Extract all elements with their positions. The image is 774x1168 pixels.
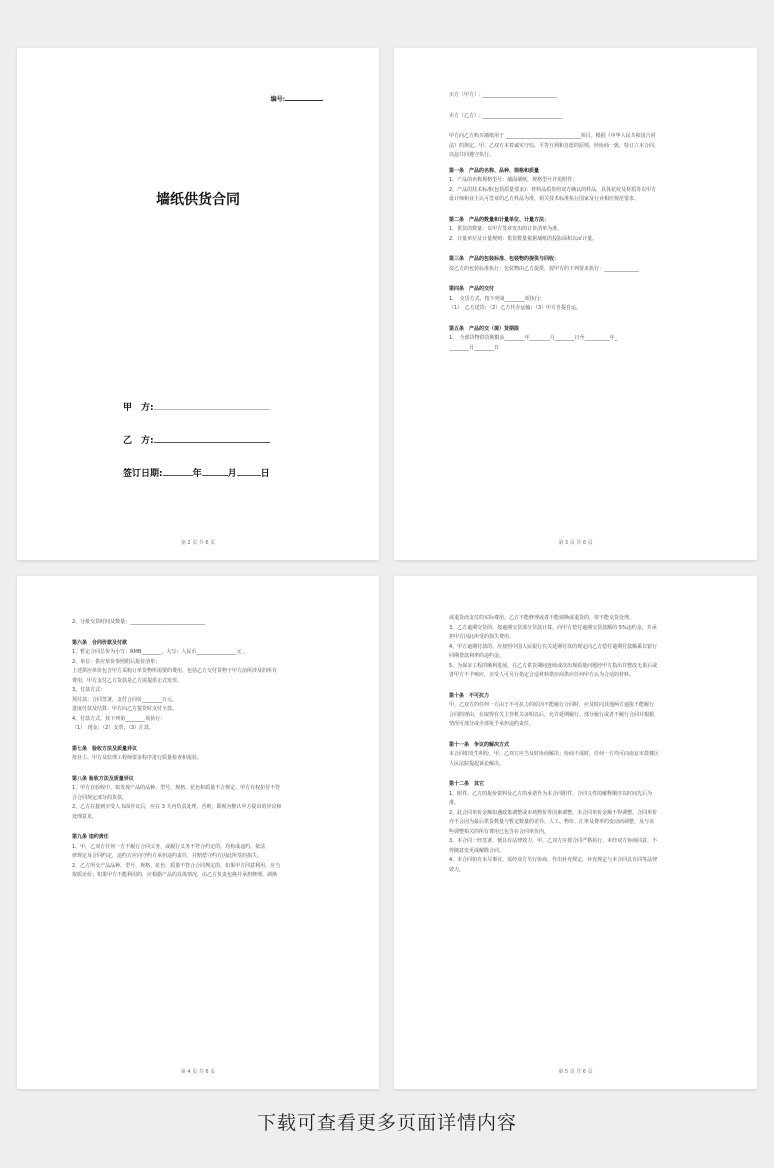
clause-line: 1、供货的数量：以甲方签章发出的订货清单为准。 — [449, 226, 563, 232]
spacer — [72, 822, 327, 833]
page-2-cover — [17, 48, 379, 560]
download-more-banner: 下载可查看更多页面详情内容 — [256, 1112, 517, 1134]
spacer — [449, 681, 705, 692]
clause-line: 或退货而支付的实际费用。乙方不能修理或者不能调换或退货的，按不能交货处理。 — [449, 615, 635, 621]
spacer — [72, 734, 327, 745]
page-number: 第 4 页 共 6 页 — [180, 1069, 216, 1075]
clause-line: 1、甲、乙双方任何一方不履行合同义务，或履行义务不符合约定的，均构成违约，依法 — [72, 843, 266, 850]
clause-line: 甲方向乙方购买墙纸用于 ______________________________项目。根据《中华人民共和国合同 — [449, 133, 656, 139]
clause-line: 2、计量单位及计量规则：供货数量依据墙纸的投影面积以㎡计量。 — [449, 235, 598, 242]
clause-line: 1、 全部货物供货期限从________年________月________日至__________年_ — [449, 335, 618, 341]
clause-line: 按质论价；如果甲方不能利用的，应根据产品的具体情况，由乙方负责包换并承担修理、调换 — [72, 872, 278, 878]
section-heading: 第一条 产品的名称、品种、规格和质量 — [449, 167, 540, 174]
clause-line: 进度付款及结算：甲方向乙方提货时支付全款。 — [72, 706, 178, 712]
clause-line: 上述供应单价包含甲方采购订单货物所需要的费用，包括乙方交付货物于甲方前所涉及的所有 — [72, 668, 278, 674]
page-4-body — [72, 618, 327, 881]
section-heading: 第十二条 其它 — [449, 781, 485, 787]
clause-line: 2、单位：供应单价参照附后报价清单； — [72, 658, 161, 665]
clause-line: 预付款：合同签署，支付合同价________万元。 — [72, 696, 178, 703]
clause-line: 5、为保证工程的顺利进展，在乙方供货期间连续或次出现质量问题经甲方指出并整改无果后或 — [449, 662, 658, 669]
section-heading: 第六条 合同价款及付款 — [72, 639, 128, 646]
clause-line: 按乙方的包装标准执行；包装物由乙方提供，按甲方的下列要求执行：______________ — [449, 265, 640, 272]
contract-number: 编号: — [271, 94, 323, 103]
clause-line: 本合同如发生纠纷，甲、乙双方应当及时协商解决；协商不成时，任何一方均可向南京市鼓楼区 — [449, 751, 660, 757]
clause-line: 同期贷款利率的违约金。 — [449, 653, 505, 659]
page-5 — [394, 576, 757, 1089]
page-3 — [394, 48, 757, 560]
page-3-body — [449, 91, 705, 353]
clause-line: 些调整相关的所有费用已包含在合同单价内。 — [449, 828, 550, 835]
spacer — [449, 274, 705, 285]
clause-line: 3、付款方式： — [72, 687, 106, 693]
party-a-blank — [154, 400, 270, 410]
clause-line: 1、 交货方式，按下列第________项执行： — [449, 295, 545, 302]
section-heading: 第七条 验收方法及质量异议 — [72, 745, 138, 752]
clause-line: 2、此合同单价金额如遇政策调整或市场物价等因素调整，本合同单价金额不得调整。合同单价 — [449, 809, 658, 816]
contract-number-blank — [285, 94, 323, 101]
clause-line: 2、乙方在接到买受人书面异议后，应在 3 天内负责处理，否则，即视为默认甲方提出的异议和 — [72, 804, 282, 810]
clause-line: 3、本合同一经签署，便具有法律效力，甲、乙双方应按合同严格执行，未经双方协商同意，不 — [449, 838, 658, 844]
sign-date: 签订日期: 年 月 日 — [123, 466, 270, 479]
clause-line: （1） 乙方送货；（2）乙方代办运输；（3）甲方自提自运。 — [449, 305, 582, 311]
clause-line: 法》的规定，甲、乙双方本着诚实守信、平等互利和自愿的原则，经协商一致，特订立本合同， — [449, 142, 660, 149]
section-heading: 第四条 产品的交付 — [449, 286, 495, 292]
clause-line: ________月________日 — [449, 344, 500, 351]
party-b-signature: 乙 方: — [123, 433, 270, 446]
clause-line: （1） 现金；（2）支票；（3）汇款。 — [72, 725, 155, 731]
clause-line: 1、甲方在验收中，如发现产品的品种、型号、规格、花色和质量不合规定，甲方有权拒付不符 — [72, 785, 281, 791]
section-heading: 第九条 违约责任 — [72, 834, 109, 840]
clause-line: 2、乙方所交产品品种、型号、规格、花色、质量不符合合同规定的，如果甲方同意利用，应当 — [72, 862, 281, 869]
spacer — [449, 730, 705, 741]
clause-line: 设计师和业主认可签章的乙方样品为准，相关技术标准执行国家及行业相应规范要求。 — [449, 196, 640, 202]
clause-line: 担甲方因此所受的损失费用。 — [449, 634, 515, 640]
page-number: 第 2 页 共 6 页 — [180, 540, 216, 546]
section-heading: 第三条 产品的包装标准、包装物的提供与回收： — [449, 256, 560, 262]
clause-line: 处理意见。 — [72, 813, 98, 820]
page-number: 第 5 页 共 6 页 — [558, 1069, 593, 1075]
clause-line: 按业主、甲方及监理工程师要求程序进行质量检查和报验。 — [72, 755, 203, 761]
page-number: 第 3 页 共 6 页 — [558, 540, 593, 546]
clause-line: 合合同规定部分的货款。 — [72, 794, 128, 801]
party-a-signature: 甲 方: — [123, 400, 270, 413]
clause-line: 2、分批交货时间及数量：______________________________ — [72, 619, 206, 625]
spacer — [449, 121, 705, 132]
section-heading: 第八条 验收方法及质量异议 — [72, 775, 134, 782]
spacer — [449, 101, 705, 112]
clause-line: 费用，甲方支付乙方货款是乙方需提供正式发票。 — [72, 677, 183, 684]
clause-line: 4、付款方式，按下列第________项执行： — [72, 715, 166, 722]
clause-line: 2、产品的技术标准(包括质量要求)：材料品质参照双方确认的样品，具体花纹及材质等以甲方 — [449, 186, 657, 193]
spacer — [449, 769, 705, 780]
clause-line: 4、甲方逾期付款的，应按照中国人民银行有关延期付款的规定向乙方偿付逾期付款额乘以银行 — [449, 643, 658, 650]
page-5-body — [449, 614, 705, 875]
clause-line: 4、本合同如有未尽事宜，需经双方另行协商，作出补充规定，补充规定与本合同具有同等法律 — [449, 857, 658, 863]
clause-line: 买方（甲方）: ______________________________ — [449, 92, 558, 98]
spacer — [449, 205, 705, 216]
clause-line: 准。 — [449, 800, 460, 806]
spacer — [72, 628, 327, 639]
clause-line: 得随意变更或解除合同。 — [449, 847, 505, 854]
section-heading: 第十一条 争议的解决方式 — [449, 741, 510, 748]
clause-line: 1、暂定合同总价为小写：RMB________，大写：人民币________________元 。 — [72, 649, 248, 655]
clause-line: 律规定及合同约定，违约方应向守约方承担违约责任，并赔偿守约方因此所受的损失。 — [72, 853, 263, 859]
clause-line: 1、产品的名称规格型号：墙面墙纸，规格型号详见附件； — [449, 177, 578, 183]
clause-line: 人民法院提起诉讼解决。 — [449, 760, 505, 767]
clause-line: 亦不会因为最后供货数量与暂定数量的差异、人工、物价、汇率及费率的变动而调整，及与该 — [449, 819, 655, 825]
clause-line: 合同的理由，在取得有关主管机关证明以后，允许延期履行、部分履行或者不履行合同并根据 — [449, 711, 655, 718]
clause-line: 3、乙方逾期交货的，按逾期交货部分货款计算，向甲方偿付逾期交货款额的 5%违约金，并承 — [449, 624, 657, 631]
clause-line: 甲、乙双方的任何一方由于不可抗力的原因不能履行合同时，应及时向其他两方通报不能履行 — [449, 702, 655, 708]
clause-line: 以兹共同遵守执行。 — [449, 152, 495, 158]
section-heading: 第二条 产品的数量和计量单位、计量方法： — [449, 216, 550, 223]
section-heading: 第五条 产品的交（提）货期限 — [449, 325, 520, 332]
page-4 — [17, 576, 379, 1089]
clause-line: 效力。 — [449, 866, 465, 873]
party-b-blank — [154, 433, 270, 443]
spacer — [72, 764, 327, 775]
clause-line: 者甲方不予响应，买受人可另行指定合适材料供应商供应任何甲方认为合适的材料。 — [449, 672, 635, 678]
section-heading: 第十条 不可抗力 — [449, 692, 490, 699]
contract-title: 墙纸供货合同 — [156, 192, 240, 208]
clause-line: 1、附件，乙方的报价资料及乙方的承诺作为本合同附件，合同文件的解释顺序以时间先后为 — [449, 790, 653, 797]
spacer — [449, 314, 705, 325]
spacer — [449, 244, 705, 255]
clause-line: 情况可部分或全部免予承担违约责任。 — [449, 721, 535, 727]
clause-line: 卖方（乙方）: ________________________________ — [449, 112, 563, 119]
